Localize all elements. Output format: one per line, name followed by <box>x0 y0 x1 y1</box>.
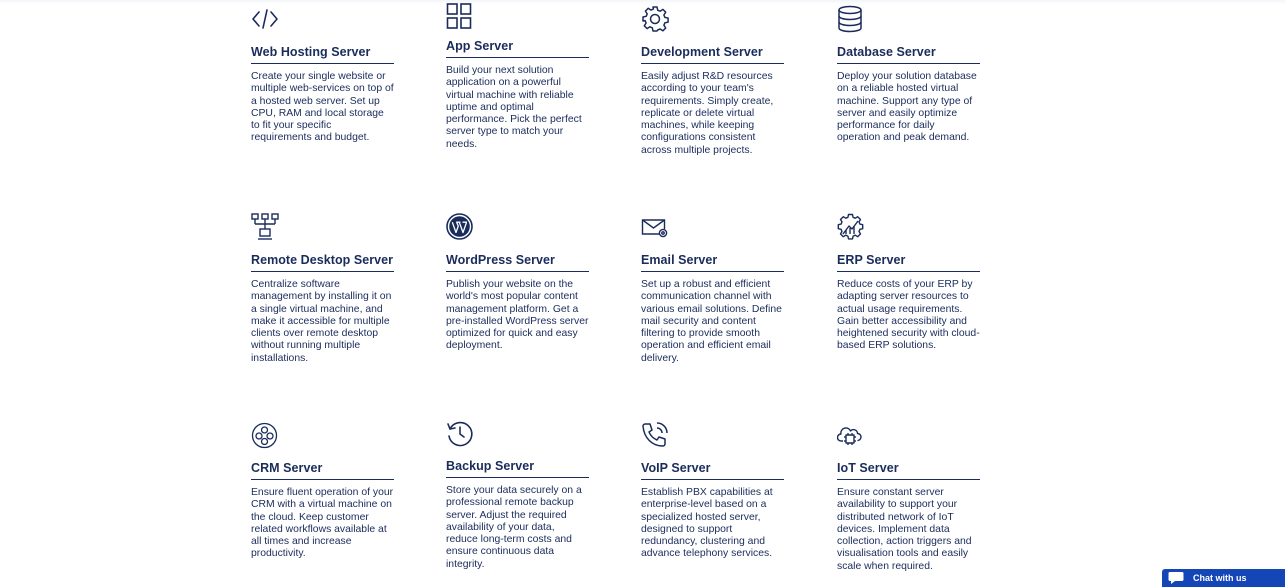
cloud-chip-icon <box>837 423 865 447</box>
card-title: WordPress Server <box>446 253 589 272</box>
card-title: VoIP Server <box>641 461 784 480</box>
card-description: Establish PBX capabilities at enterprise-level based on a specialized hosted server, designed to support redundancy, clustering and advance telephony services. <box>641 487 773 560</box>
envelope-gear-icon <box>641 218 669 238</box>
service-card-app <box>446 0 589 160</box>
chat-with-us-button[interactable] <box>1162 569 1285 587</box>
card-title: Remote Desktop Server <box>251 253 394 272</box>
card-description: Build your next solution application on a powerful virtual machine with reliable uptime and optimal performance. Pick the perfect server type to match your needs. <box>446 65 582 150</box>
card-description: Create your single website or multiple web-services on top of a hosted web server. Set up CPU, RAM and local storage to fit your specific requirements and budget. <box>251 71 394 144</box>
app-grid-icon <box>446 2 472 30</box>
service-card-voip <box>641 413 784 583</box>
card-description: Publish your website on the world's most popular content management platform. Get a pre-installed WordPress server optimized for quick and easy deployment. <box>446 279 589 352</box>
card-title: Development Server <box>641 45 784 64</box>
wordpress-icon <box>446 213 473 240</box>
history-clock-icon <box>446 420 474 448</box>
crm-people-icon <box>251 422 278 449</box>
gear-icon <box>641 5 669 33</box>
service-card-iot <box>837 413 980 583</box>
card-description: Ensure constant server availability to support your distributed network of IoT devices. Implement data collection, action triggers and visualisation tools and easily scale when required. <box>837 487 972 572</box>
network-hierarchy-icon <box>251 212 279 242</box>
card-title: App Server <box>446 39 589 58</box>
card-description: Store your data securely on a professional remote backup server. Adjust the required availability of your data, reduce long-term costs and ensure continuous data integrity. <box>446 485 582 570</box>
card-description: Deploy your solution database on a reliable hosted virtual machine. Support any type of server and easily optimize performance for daily operation and peak demand. <box>837 71 977 144</box>
card-title: CRM Server <box>251 461 394 480</box>
phone-call-icon <box>641 421 669 449</box>
card-description: Centralize software management by installing it on a single virtual machine, and make it accessible for multiple clients over remote desktop without running multiple installations. <box>251 279 392 364</box>
card-title: Database Server <box>837 45 980 64</box>
service-card-backup <box>446 413 589 583</box>
card-description: Set up a robust and efficient communication channel with various email solutions. Define mail security and content filtering to provide smooth operation and efficient email delivery. <box>641 279 782 364</box>
card-description: Easily adjust R&D resources according to your team's requirements. Simply create, replicate or delete virtual machines, while keeping configurations consistent across multiple projects. <box>641 71 774 156</box>
card-description: Ensure fluent operation of your CRM with a virtual machine on the cloud. Keep customer related workflows available at all times and increase productivity. <box>251 487 394 560</box>
erp-gear-chart-icon <box>837 213 864 240</box>
service-card-remote-desktop <box>251 205 394 375</box>
code-brackets-icon <box>251 8 279 30</box>
service-card-erp <box>837 205 980 375</box>
service-card-development <box>641 0 784 160</box>
card-description: Reduce costs of your ERP by adapting server resources to actual usage requirements. Gain better accessibility and heightened security with cloud-based ERP solutions. <box>837 279 980 352</box>
chat-bubble-icon <box>1168 571 1184 585</box>
database-icon <box>837 5 863 33</box>
card-title: Email Server <box>641 253 784 272</box>
service-card-web-hosting <box>251 0 394 160</box>
service-card-wordpress <box>446 205 589 375</box>
card-title: ERP Server <box>837 253 980 272</box>
service-card-database <box>837 0 980 160</box>
card-title: Backup Server <box>446 459 589 478</box>
chat-label: Chat with us <box>1193 573 1247 583</box>
card-title: Web Hosting Server <box>251 45 394 64</box>
service-card-email <box>641 205 784 375</box>
service-card-crm <box>251 413 394 583</box>
card-title: IoT Server <box>837 461 980 480</box>
